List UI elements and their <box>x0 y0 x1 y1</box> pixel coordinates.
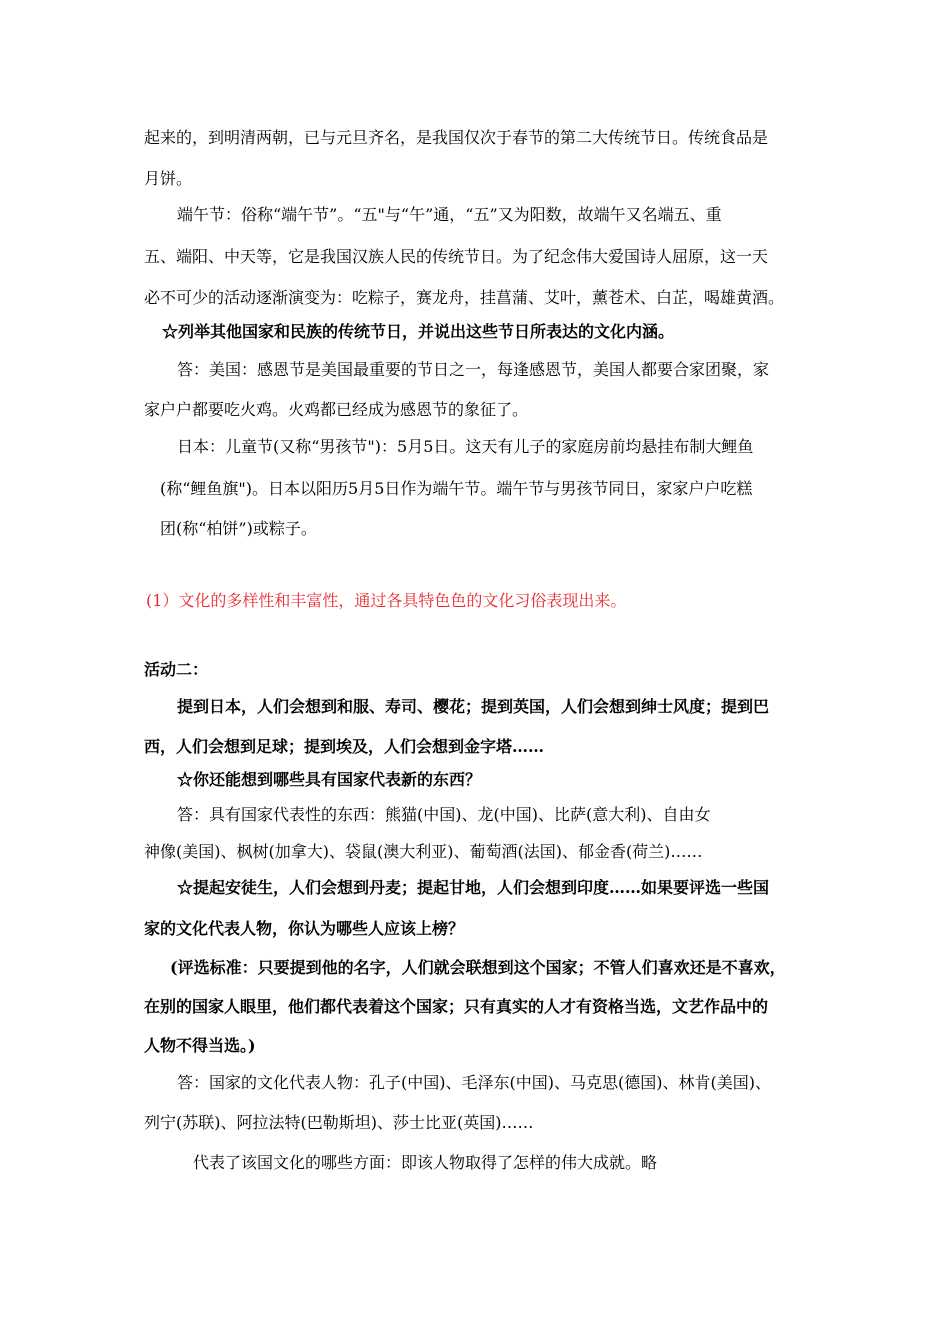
paragraph-line: 家的文化代表人物，你认为哪些人应该上榜？ <box>144 919 465 938</box>
paragraph-line: 西，人们会想到足球；提到埃及，人们会想到金字塔…… <box>144 737 545 756</box>
paragraph-line: 月饼。 <box>144 169 193 188</box>
question-heading: ☆提起安徒生，人们会想到丹麦；提起甘地，人们会想到印度……如果要评选一些国 <box>177 878 770 897</box>
section-heading: 活动二： <box>144 660 209 679</box>
question-heading: ☆列举其他国家和民族的传统节日，并说出这些节日所表达的文化内涵。 <box>162 322 675 341</box>
paragraph-line: (评选标准：只要提到他的名字，人们就会联想到这个国家；不管人们喜欢还是不喜欢， <box>170 958 786 977</box>
paragraph-line: 在别的国家人眼里，他们都代表着这个国家；只有真实的人才有资格当选，文艺作品中的 <box>144 997 769 1016</box>
paragraph-line: 起来的，到明清两朝，已与元旦齐名，是我国仅次于春节的第二大传统节日。传统食品是 <box>144 128 769 147</box>
conclusion-note: (1）文化的多样性和丰富性，通过各具特色色的文化习俗表现出来。 <box>146 591 627 610</box>
paragraph-line: 端午节：俗称“端午节”。“五"与“午”通，“五”又为阳数，故端午又名端五、重 <box>177 205 722 224</box>
paragraph-line: 提到日本，人们会想到和服、寿司、樱花；提到英国，人们会想到绅士风度；提到巴 <box>177 697 770 716</box>
paragraph-line: 答：具有国家代表性的东西：熊猫(中国)、龙(中国)、比萨(意大利)、自由女 <box>177 805 711 824</box>
paragraph-line: 神像(美国)、枫树(加拿大)、袋鼠(澳大利亚)、葡萄酒(法国)、郁金香(荷兰)…… <box>144 842 703 861</box>
question-heading: ☆你还能想到哪些具有国家代表新的东西？ <box>177 770 482 789</box>
paragraph-line: 答：国家的文化代表人物：孔子(中国)、毛泽东(中国)、马克思(德国)、林肯(美国)、 <box>177 1073 771 1092</box>
paragraph-line: 人物不得当选。) <box>144 1036 256 1055</box>
paragraph-line: 家户户都要吃火鸡。火鸡都已经成为感恩节的象征了。 <box>144 400 529 419</box>
paragraph-line: 团(称“柏饼”)或粽子。 <box>160 519 317 538</box>
paragraph-line: 五、端阳、中天等，它是我国汉族人民的传统节日。为了纪念伟大爱国诗人屈原，这一天 <box>144 247 769 266</box>
paragraph-line: 答：美国：感恩节是美国最重要的节日之一，每逢感恩节，美国人都要合家团聚，家 <box>177 360 770 379</box>
paragraph-line: (称“鲤鱼旗")。日本以阳历5月5日作为端午节。端午节与男孩节同日，家家户户吃糕 <box>160 479 753 498</box>
paragraph-line: 日本：儿童节(又称“男孩节")：5月5日。这天有儿子的家庭房前均悬挂布制大鲤鱼 <box>177 437 754 456</box>
paragraph-line: 列宁(苏联)、阿拉法特(巴勒斯坦)、莎士比亚(英国)…… <box>144 1113 534 1132</box>
paragraph-line: 必不可少的活动逐渐演变为：吃粽子，赛龙舟，挂菖蒲、艾叶，薰苍术、白芷，喝雄黄酒。 <box>144 288 785 307</box>
paragraph-line: 代表了该国文化的哪些方面：即该人物取得了怎样的伟大成就。略 <box>193 1153 658 1172</box>
